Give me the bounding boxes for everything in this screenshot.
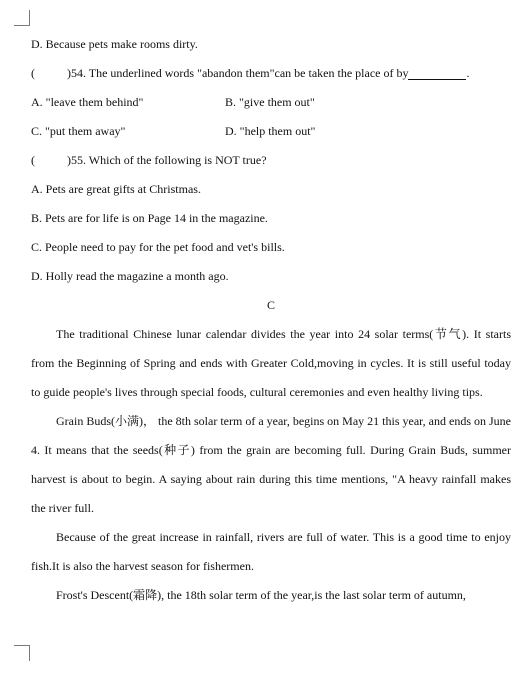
- option-b: B. Pets are for life is on Page 14 in the magazine.: [31, 211, 268, 225]
- paragraph: The traditional Chinese lunar calendar divides the year into 24 solar terms(节气). It starts from the Beginning of Spring and ends with Greater Cold,moving in cycles. It is still useful today to guide people's lives through special foods, cultural ceremonies and even healthy living tips.: [31, 327, 511, 399]
- options-row: [31, 117, 511, 146]
- paragraph: Because of the great increase in rainfall, rivers are full of water. This is a good time to enjoy fish.It is also the harvest season for fishermen.: [31, 530, 511, 573]
- answer-paren: (: [31, 66, 35, 80]
- answer-paren: (: [31, 153, 35, 167]
- option-a: A. "leave them behind": [31, 95, 144, 109]
- question-54: [31, 59, 511, 88]
- option-b: B. "give them out": [225, 95, 315, 109]
- question-55: [31, 146, 511, 175]
- option-c: C. "put them away": [31, 124, 126, 138]
- paragraph: Grain Buds(小满)， the 8th solar term of a year, begins on May 21 this year, and ends on June 4. It means that the seeds(种子) from the grain are becoming full. During Grain Buds, summer harvest is about to begin. A saying about rain during this time mentions, "A heavy rainfall makes the river full.: [31, 414, 511, 515]
- option-line: D. Because pets make rooms dirty.: [31, 37, 198, 51]
- option-d: D. Holly read the magazine a month ago.: [31, 269, 229, 283]
- option-c: C. People need to pay for the pet food and vet's bills.: [31, 240, 285, 254]
- question-54-end: .: [466, 66, 470, 80]
- question-54-text: )54. The underlined words "abandon them"can be taken the place of by: [67, 66, 409, 80]
- options-row: [31, 88, 511, 117]
- section-heading: C: [266, 298, 275, 312]
- document-body: [31, 30, 511, 610]
- paragraph: Frost's Descent(霜降), the 18th solar term of the year,is the last solar term of autumn,: [56, 588, 466, 602]
- question-55-text: )55. Which of the following is NOT true?: [67, 153, 267, 167]
- option-a: A. Pets are great gifts at Christmas.: [31, 182, 201, 196]
- page-corner-mark-top: [14, 10, 30, 26]
- page-corner-mark-bottom: [14, 645, 30, 661]
- option-d: D. "help them out": [225, 124, 316, 138]
- answer-blank: [408, 67, 466, 80]
